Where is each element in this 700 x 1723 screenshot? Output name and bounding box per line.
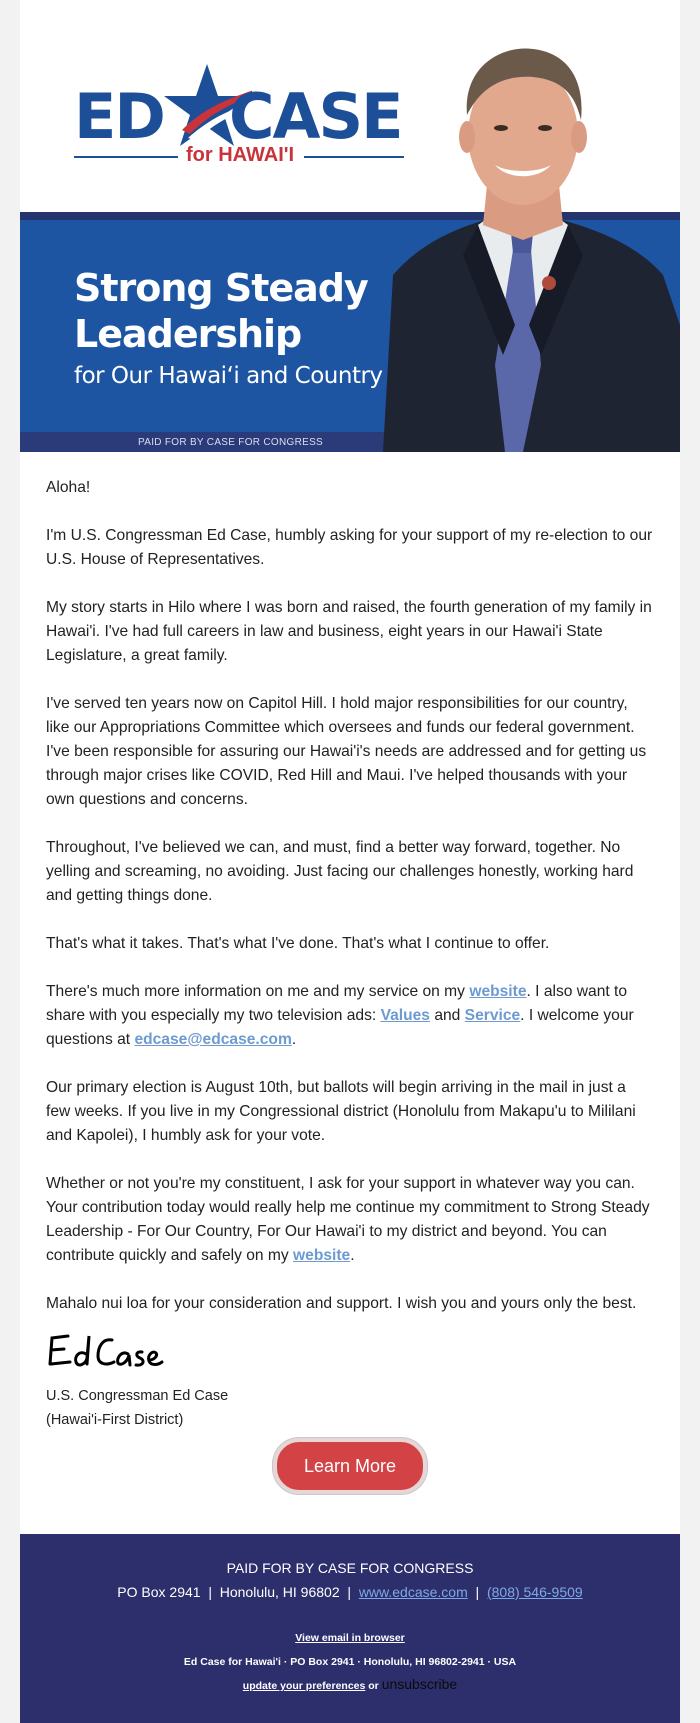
tagline-line3: for Our Hawai‘i and Country bbox=[74, 363, 383, 389]
signature-district: (Hawai'i-First District) bbox=[46, 1412, 184, 1428]
text-segment: . I welcome your questions at bbox=[46, 1007, 634, 1048]
service-ad-link[interactable]: Service bbox=[464, 1007, 521, 1024]
text-segment: There's much more information on me and my service on my bbox=[46, 983, 470, 1000]
banner-disclaimer: PAID FOR BY CASE FOR CONGRESS bbox=[138, 437, 324, 448]
footer-website-link[interactable]: www.edcase.com bbox=[358, 1584, 468, 1600]
email-container bbox=[20, 0, 680, 1723]
signature-title bbox=[46, 1384, 654, 1432]
paragraph-links bbox=[46, 980, 654, 1052]
footer-separator: | bbox=[467, 1584, 487, 1600]
email-link[interactable]: edcase@edcase.com bbox=[134, 1031, 292, 1048]
email-body bbox=[20, 452, 680, 1494]
footer-phone-link[interactable]: (808) 546-9509 bbox=[486, 1584, 583, 1600]
signature bbox=[46, 1324, 654, 1376]
values-ad-link[interactable]: Values bbox=[380, 1007, 430, 1024]
text-segment: . bbox=[350, 1247, 355, 1264]
banner-tagline bbox=[74, 265, 383, 389]
footer-contact bbox=[20, 1584, 680, 1600]
logo-rule-left bbox=[74, 156, 178, 158]
update-preferences-link[interactable]: update your preferences bbox=[242, 1680, 366, 1692]
contribute-website-link[interactable]: website bbox=[293, 1247, 351, 1264]
signature-name: U.S. Congressman Ed Case bbox=[46, 1388, 229, 1404]
logo-text-first: ED bbox=[74, 80, 164, 153]
paragraph-closing: Mahalo nui loa for your consideration and support. I wish you and yours only the best. bbox=[46, 1295, 637, 1312]
paragraph-service: I've served ten years now on Capitol Hill. I hold major responsibilities for our country, like our Appropriations Committee which oversees and funds our federal government. I've been responsible for assuring our Hawai'i's needs are addressed and for getting us through major crises like COVID, Red Hill and Maui. I've helped thousands with your own questions and concerns. bbox=[46, 695, 647, 808]
header-banner bbox=[20, 0, 680, 452]
tagline-line2: Leadership bbox=[74, 312, 302, 356]
text-segment: and bbox=[429, 1007, 465, 1024]
signature-image bbox=[46, 1324, 166, 1376]
text-segment: . bbox=[291, 1031, 297, 1048]
cta-wrapper bbox=[46, 1438, 654, 1494]
paragraph-approach: Throughout, I've believed we can, and must, find a better way forward, together. No yelling and screaming, no avoiding. Just facing our challenges honestly, working hard and getting things done. bbox=[46, 839, 634, 904]
website-link[interactable]: website bbox=[469, 983, 527, 1000]
view-in-browser bbox=[20, 1632, 680, 1644]
logo-text-second: CASE bbox=[229, 80, 402, 153]
paragraph-intro: I'm U.S. Congressman Ed Case, humbly asking for your support of my re-election to our U.S. House of Representatives. bbox=[46, 527, 653, 568]
footer-address: PO Box 2941 | Honolulu, HI 96802 | bbox=[117, 1584, 359, 1600]
paragraph-election: Our primary election is August 10th, but ballots will begin arriving in the mail in just a few weeks. If you live in my Congressional district (Honolulu from Makapu'u to Mililani and Kapolei), I humbly ask for your vote. bbox=[46, 1079, 636, 1144]
footer-preferences bbox=[20, 1676, 680, 1692]
view-in-browser-link[interactable]: View email in browser bbox=[295, 1632, 405, 1644]
footer-or: or bbox=[365, 1680, 382, 1692]
greeting: Aloha! bbox=[46, 479, 91, 496]
text-segment: Whether or not you're my constituent, I ask for your support in whatever way you can. Your contribution today would really help me continue my commitment to Strong Steady Leadership - For Our Country, For Our Hawai'i to my district and beyond. You can contribute quickly and safely on my bbox=[46, 1175, 650, 1264]
footer-disclaimer: PAID FOR BY CASE FOR CONGRESS bbox=[226, 1560, 474, 1576]
unsubscribe-link[interactable]: unsubscribe bbox=[381, 1676, 458, 1692]
paragraph-offer: That's what it takes. That's what I've done. That's what I continue to offer. bbox=[46, 935, 550, 952]
candidate-photo bbox=[363, 25, 680, 452]
tagline-line1: Strong Steady bbox=[74, 266, 368, 310]
campaign-logo bbox=[74, 60, 404, 180]
paragraph-contribute bbox=[46, 1172, 654, 1268]
learn-more-button[interactable]: Learn More bbox=[273, 1438, 427, 1494]
footer-postal-address: Ed Case for Hawai'i · PO Box 2941 · Honolulu, HI 96802-2941 · USA bbox=[183, 1656, 517, 1668]
text-segment: . I also want to share with you especially my two television ads: bbox=[46, 983, 628, 1024]
email-footer bbox=[20, 1534, 680, 1723]
logo-subtitle: for HAWAI'I bbox=[186, 144, 295, 166]
paragraph-story: My story starts in Hilo where I was born and raised, the fourth generation of my family in Hawai'i. I've had full careers in law and business, eight years in our Hawai'i State Legislature, a great family. bbox=[46, 599, 652, 664]
